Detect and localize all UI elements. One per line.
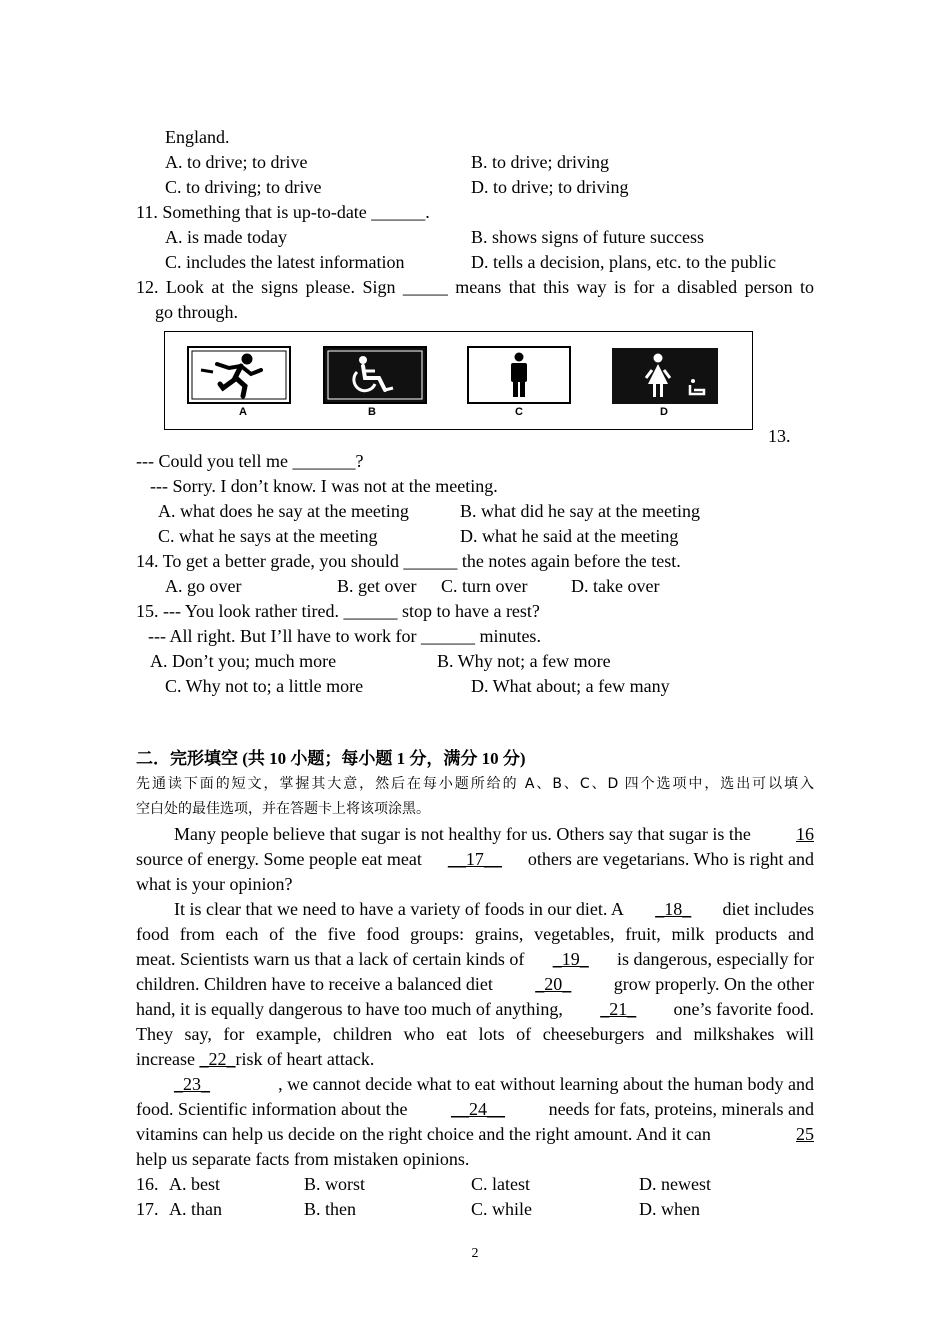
passage-line: hand, it is equally dangerous to have too much of anything, _21_ one’s favorite food. (136, 997, 814, 1022)
q15-option-b: B. Why not; a few more (437, 651, 611, 671)
q15-option-c: C. Why not to; a little more (165, 676, 364, 696)
q14-option-d: D. take over (571, 576, 660, 596)
q12-stem-line2: go through. (155, 302, 238, 322)
passage-line: increase _22_risk of heart attack. (136, 1049, 375, 1069)
q15-option-a: A. Don’t you; much more (150, 651, 337, 671)
q17-option-c: C. while (471, 1199, 532, 1219)
sign-label-c: C (515, 406, 523, 418)
q17-option-a: A. than (169, 1199, 222, 1219)
q11-option-b: B. shows signs of future success (471, 227, 704, 247)
blank-17: __17__ (447, 849, 502, 869)
q17-option-d: D. when (639, 1199, 700, 1219)
q14-stem: 14. To get a better grade, you should ______ the notes again before the test. (136, 551, 681, 571)
man-toilet-sign-icon (467, 346, 571, 409)
q13-line1: --- Could you tell me _______? (136, 451, 364, 471)
running-person-sign-icon (187, 346, 291, 409)
woman-toilet-accessible-sign-icon (612, 348, 718, 409)
q10-option-c: C. to driving; to drive (165, 177, 322, 197)
q16-option-c: C. latest (471, 1174, 530, 1194)
sign-label-b: B (368, 406, 376, 418)
sign-label-d: D (660, 406, 668, 418)
passage-line: Many people believe that sugar is not healthy for us. Others say that sugar is the 16 (174, 822, 814, 847)
wheelchair-sign-icon (323, 346, 427, 409)
blank-24: __24__ (451, 1099, 505, 1119)
q15-line1: 15. --- You look rather tired. ______ stop to have a rest? (136, 601, 540, 621)
section-instructions-line2: 空白处的最佳选项，并在答题卡上将该项涂黑。 (136, 801, 430, 817)
q11-option-c: C. includes the latest information (165, 252, 405, 272)
section-heading: 二．完形填空 (共 10 小题；每小题 1 分，满分 10 分) (136, 749, 526, 768)
q16-option-d: D. newest (639, 1174, 711, 1194)
q13-option-c: C. what he says at the meeting (158, 526, 378, 546)
q11-option-a: A. is made today (165, 227, 287, 247)
q16-option-a: A. best (169, 1174, 220, 1194)
q12-stem-line1: 12. Look at the signs please. Sign _____ means that this way is for a disabled person to (136, 277, 814, 297)
q10-option-d: D. to drive; to driving (471, 177, 629, 197)
passage-line: It is clear that we need to have a variety of foods in our diet. A _18_ diet includes (174, 897, 814, 922)
passage-line: vitamins can help us decide on the right choice and the right amount. And it can 25 (136, 1122, 814, 1147)
passage-line: _23_ , we cannot decide what to eat without learning about the human body and (174, 1072, 814, 1097)
blank-23: _23_ (174, 1074, 210, 1094)
blank-18: _18_ (655, 899, 692, 919)
passage-line: children. Children have to receive a balanced diet _20_ grow properly. On the other (136, 972, 814, 997)
q10-option-b: B. to drive; driving (471, 152, 609, 172)
q13-option-b: B. what did he say at the meeting (460, 501, 700, 521)
blank-19: _19_ (552, 949, 589, 969)
passage-line: They say, for example, children who eat lots of cheeseburgers and milkshakes will (136, 1024, 814, 1044)
q11-stem: 11. Something that is up-to-date ______. (136, 202, 430, 222)
page-number: 2 (471, 1246, 479, 1261)
passage-line: meat. Scientists warn us that a lack of certain kinds of _19_ is dangerous, especially for (136, 947, 814, 972)
q15-option-d: D. What about; a few many (471, 676, 670, 696)
q16-number: 16. (136, 1174, 159, 1194)
q14-option-b: B. get over (337, 576, 417, 596)
passage-line: what is your opinion? (136, 874, 293, 894)
q10-continuation: England. (165, 127, 230, 147)
blank-25: 25 (796, 1124, 814, 1144)
q14-option-a: A. go over (165, 576, 242, 596)
blank-21: _21_ (600, 999, 637, 1019)
passage-line: source of energy. Some people eat meat __17__ others are vegetarians. Who is right and (136, 847, 814, 872)
blank-20: _20_ (535, 974, 572, 994)
q13-line2: --- Sorry. I don’t know. I was not at the meeting. (150, 476, 498, 496)
passage-line: food. Scientific information about the __24__ needs for fats, proteins, minerals and (136, 1097, 814, 1122)
blank-22: _22_ (199, 1049, 236, 1069)
q14-option-c: C. turn over (441, 576, 528, 596)
section-instructions-line1: 先通读下面的短文，掌握其大意，然后在每小题所给的 A、B、C、D 四个选项中，选出可以填入 (136, 776, 814, 792)
q16-option-b: B. worst (304, 1174, 366, 1194)
q11-option-d: D. tells a decision, plans, etc. to the public (471, 252, 776, 272)
q13-option-d: D. what he said at the meeting (460, 526, 679, 546)
blank-16: 16 (796, 824, 814, 844)
q17-option-b: B. then (304, 1199, 356, 1219)
passage-line: help us separate facts from mistaken opinions. (136, 1149, 470, 1169)
sign-label-a: A (239, 406, 247, 418)
passage-line: food from each of the five food groups: grains, vegetables, fruit, milk products and (136, 924, 814, 944)
q13-option-a: A. what does he say at the meeting (158, 501, 409, 521)
q13-number: 13. (768, 426, 791, 446)
q10-option-a: A. to drive; to drive (165, 152, 308, 172)
q12-signs-figure (164, 331, 753, 430)
q17-number: 17. (136, 1199, 159, 1219)
q15-line2: --- All right. But I’ll have to work for ______ minutes. (148, 626, 541, 646)
